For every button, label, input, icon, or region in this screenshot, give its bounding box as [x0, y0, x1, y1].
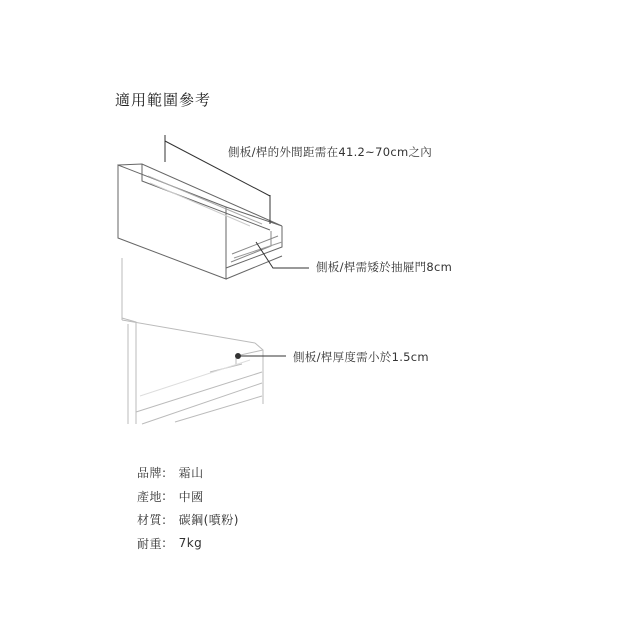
spec-value: 碳鋼(噴粉) [178, 513, 239, 528]
spacing-callout: 側板/桿的外間距需在41.2~70cm之內 [228, 145, 433, 159]
height-callout: 側板/桿需矮於抽屜門8cm [316, 260, 453, 274]
section-title: 適用範圍參考 [115, 91, 212, 109]
spec-row-brand: 品牌 : 霜山 [137, 465, 204, 481]
spec-value: 7kg [178, 536, 203, 551]
spec-row-load: 耐重 : 7kg [137, 536, 203, 551]
spec-value: 中國 [178, 489, 204, 504]
thickness-callout: 側板/桿厚度需小於1.5cm [293, 350, 429, 364]
cabinet-illustration [122, 258, 263, 424]
drawer-illustration [118, 164, 282, 279]
spec-key: 品牌 [137, 466, 163, 481]
spec-row-origin: 產地 : 中國 [137, 489, 204, 504]
spec-key: 材質 [137, 513, 163, 528]
spec-key: 產地 [137, 489, 163, 504]
spec-row-material: 材質 : 碳鋼(噴粉) [137, 512, 239, 528]
spec-value: 霜山 [178, 466, 204, 481]
spec-list [137, 461, 239, 555]
spec-key: 耐重 [137, 536, 163, 551]
